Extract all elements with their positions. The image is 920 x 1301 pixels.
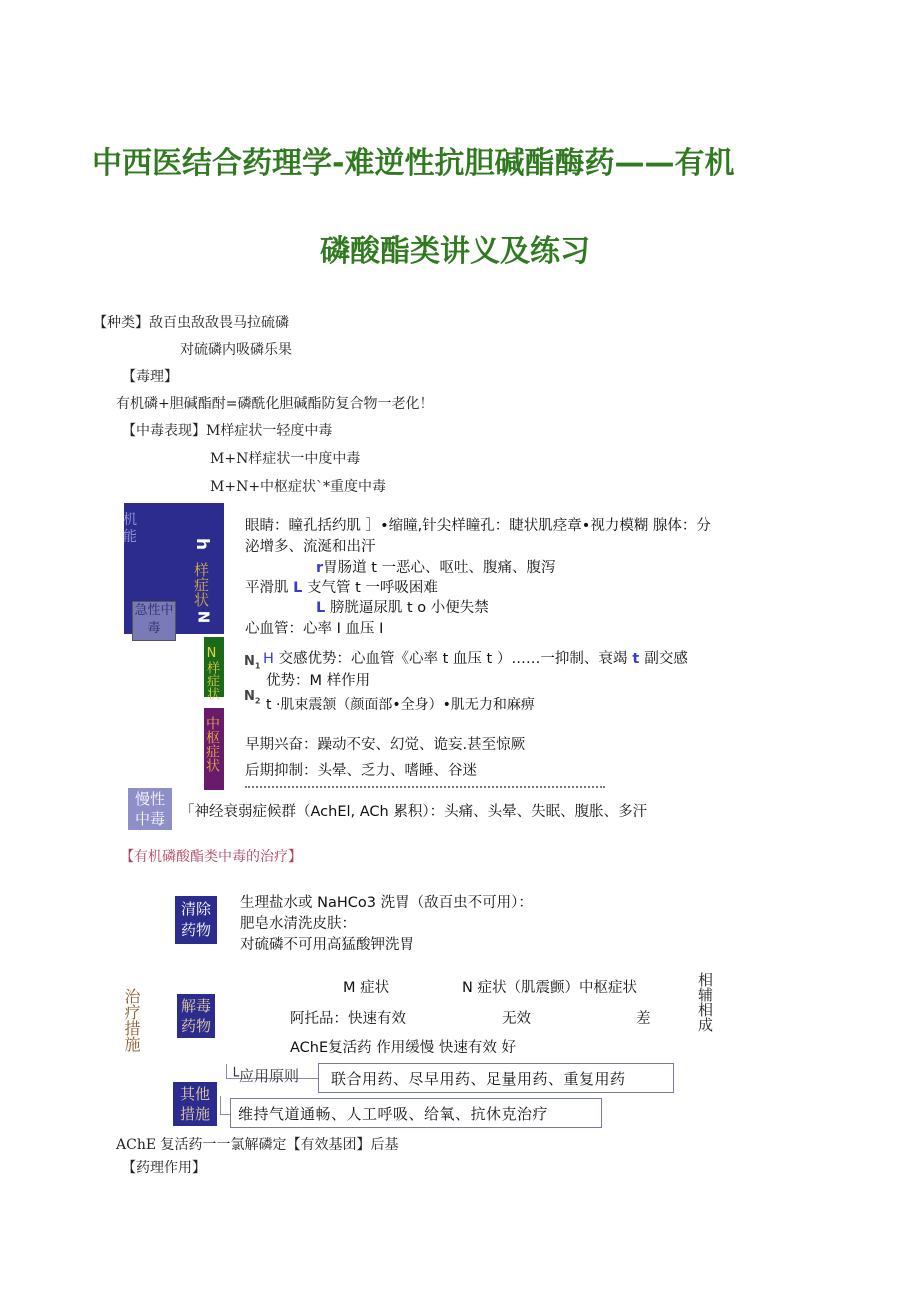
n1-t: t — [627, 651, 645, 667]
bladder-mark: L — [316, 600, 326, 616]
chronic-label: 慢性中毒 — [134, 790, 165, 828]
label-function: 机能 — [123, 512, 137, 545]
footer-line2: 【药理作用】 — [122, 1160, 206, 1176]
manifestation-line1: 【中毒表现】M样症状一轻度中毒 — [122, 423, 333, 439]
n1-sub: 1 — [254, 661, 261, 671]
chronic-line: 「神经衰弱症候群（AchEl, ACh 累积）：头痛、头晕、失眠、腹胀、多汗 — [180, 804, 648, 820]
m-glyph: h — [192, 537, 213, 551]
col-n-header: N 症状（肌震颤）中枢症状 — [462, 980, 637, 996]
gi-line — [316, 556, 556, 577]
n2-sub: 2 — [254, 696, 261, 706]
n2-label — [244, 689, 260, 706]
support-text: 维持气道通畅、人工呼吸、给氧、抗休克治疗 — [238, 1105, 549, 1123]
smooth-text: 平滑肌 — [245, 580, 294, 596]
bladder-text: 膀胱逼尿肌 t o 小便失禁 — [329, 600, 489, 616]
side-note: 相辅相成 — [696, 972, 714, 1032]
heart-line: 心血管：心率 I 血压 I — [245, 621, 384, 637]
principle-tag: └应用原则 — [230, 1067, 300, 1085]
clear-line-1: 生理盐水或 NaHCo3 洗胃（敌百虫不可用）： — [240, 895, 533, 911]
n1-line — [263, 647, 688, 668]
ache-row-cut — [290, 1036, 590, 1056]
m-tail: N — [194, 610, 213, 624]
cns-line2: 后期抑制：头晕、乏力、嗜睡、谷迷 — [245, 763, 477, 779]
other-label: 其他措施 — [179, 1085, 210, 1123]
gi-text: 胃肠道 t 一恶心、呕吐、腹痛、腹泻 — [323, 560, 556, 576]
footer-line1: AChE 复活药一一氯解磷定【有效基团】后基 — [116, 1137, 399, 1153]
clear-line-2: 肥皂水清洗皮肤： — [240, 916, 356, 932]
smooth-rest: 支气管 t 一呼吸困难 — [306, 580, 438, 596]
treatment-heading: 【有机磷酸酯类中毒的治疗】 — [120, 849, 302, 865]
n1-line2: 优势：M 样作用 — [266, 673, 371, 689]
n1-tail: 副交感 — [644, 651, 688, 667]
clear-label: 清除药物 — [180, 900, 211, 939]
kinds-line1: 【种类】敌百虫敌敌畏马拉硫磷 — [93, 315, 289, 331]
n1-letter: N — [244, 654, 255, 669]
smooth-mark: L — [293, 580, 303, 596]
toxicology-text: 有机磷+胆碱酯酎=磷酰化胆碱酯防复合物一老化！ — [116, 396, 434, 412]
n1-text: 交感优势：心血管《心率 t 血压 t ）……一抑制、衰竭 — [278, 651, 628, 667]
cns-label: 中枢症状 — [204, 716, 220, 772]
n2-line: t ·肌束震颔（颜面部•全身）•肌无力和麻痹 — [266, 697, 535, 713]
cns-line3-cut — [245, 784, 615, 789]
manifestation-line2: M+N样症状一中度中毒 — [210, 451, 361, 467]
h-mark: H — [263, 651, 274, 667]
ache-row-text: AChE复活药 作用缓慢 快速有效 好 — [290, 1040, 516, 1056]
atropine-c: 差 — [636, 1011, 651, 1027]
eye-line2: 泌增多、流涎和出汗 — [245, 539, 376, 555]
cns-line1: 早期兴奋：躁动不安、幻觉、诡妄.甚至惊厥 — [245, 737, 526, 753]
toxicology-heading: 【毒理】 — [122, 369, 178, 385]
gi-mark: r — [316, 560, 324, 576]
manifestation-line3: M+N+中枢症状`*重度中毒 — [210, 479, 387, 495]
label-acute: 急性中毒 — [132, 601, 176, 641]
n-symptom-label: N样症状 — [204, 646, 219, 700]
kinds-line2: 对硫磷内吸磷乐果 — [180, 342, 292, 358]
n2-letter: N — [244, 689, 255, 704]
clear-line-3: 对硫磷不可用高猛酸钾洗胃 — [240, 937, 414, 953]
m-symptom-label: 样症状 — [192, 562, 210, 607]
antidote-label: 解毒药物 — [180, 997, 211, 1035]
page-title-line1: 中西医结合药理学-难逆性抗胆碱酯酶药——有机 — [92, 146, 735, 181]
atropine-name: 阿托品：快速有效 — [290, 1011, 406, 1027]
col-m-header: M 症状 — [343, 980, 390, 996]
bladder-line — [316, 596, 489, 617]
n1-label — [244, 654, 260, 671]
eye-line: 眼睛：瞳孔括约肌 ］•缩瞳,针尖样瞳孔：睫状肌痉章•视力模糊 腺体：分 — [245, 518, 711, 534]
smooth-line — [245, 576, 438, 597]
principle-text: 联合用药、尽早用药、足量用药、重复用药 — [331, 1070, 626, 1088]
page-title-line2: 磷酸酯类讲义及练习 — [320, 234, 590, 269]
measures-label: 治疗措施 — [122, 988, 141, 1052]
atropine-n: 无效 — [502, 1011, 531, 1027]
